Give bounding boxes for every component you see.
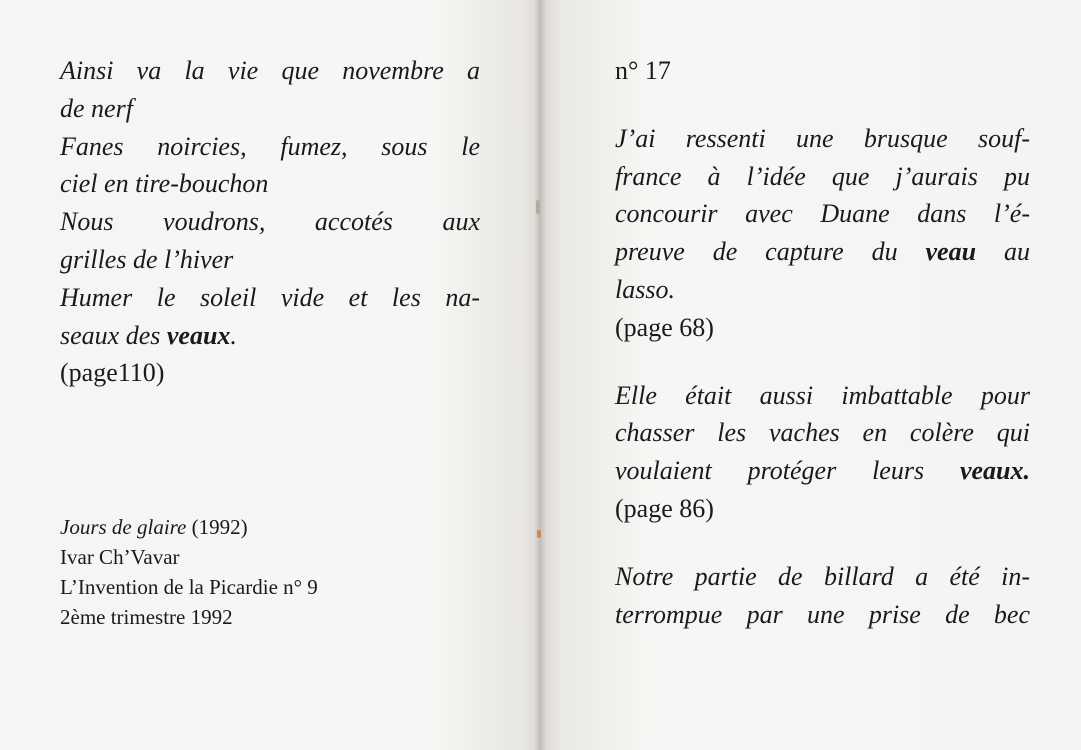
quote-bold-word: veaux. [959,456,1030,486]
poem-line: Humer le soleil vide et les na- [60,282,480,312]
source-author: Ivar Ch’Vavar [60,545,180,569]
poem-bold-word: veaux [166,320,231,350]
quote-line: Notre partie de billard a été in- [615,561,1030,591]
right-column [615,52,1030,633]
source-title-line [60,512,480,542]
quote-text: au [976,237,1030,267]
source-citation [60,512,480,632]
quote-line: terrompue par une prise de bec [615,599,1030,629]
quote-line: Elle était aussi imbattable pour [615,380,1030,410]
source-year: (1992) [186,515,248,539]
quote-text: voulaient protéger leurs [615,456,960,486]
poem-line: Ainsi va la vie que novembre a [60,56,480,85]
quote-line [615,233,1030,271]
quote-line: france à l’idée que j’aurais pu [615,161,1030,191]
issue-number: n° 17 [615,56,671,85]
poem-line: de nerf [60,93,133,123]
source-date: 2ème trimestre 1992 [60,605,233,629]
poem-line: grilles de l’hiver [60,244,234,274]
quote-line: lasso. [615,274,675,304]
quote-line [615,452,1030,490]
poem-line: Nous voudrons, accotés aux [60,207,480,237]
book-gutter [534,0,546,750]
poem-line: ciel en tire-bouchon [60,169,269,199]
binding-mark [536,200,540,214]
source-title: Jours de glaire [60,515,187,539]
poem-punct: . [230,320,237,350]
poem-line: Fanes noircies, fumez, sous le [60,131,480,161]
page-reference: (page 86) [615,493,714,523]
quote-text: preuve de capture du [615,237,926,267]
poem-line [60,317,480,355]
quote-line: J’ai ressenti une brusque souf- [615,123,1030,153]
source-journal: L’Invention de la Picardie n° 9 [60,575,318,599]
page-reference: (page 68) [615,312,714,342]
quote-line: chasser les vaches en colère qui [615,418,1030,448]
quote-bold-word: veau [925,237,977,267]
page-reference: (page110) [60,358,165,388]
binding-mark [537,530,541,538]
quote-line: concourir avec Duane dans l’é- [615,199,1030,229]
poem-text: seaux des [60,320,167,350]
poem-excerpt [60,52,480,392]
